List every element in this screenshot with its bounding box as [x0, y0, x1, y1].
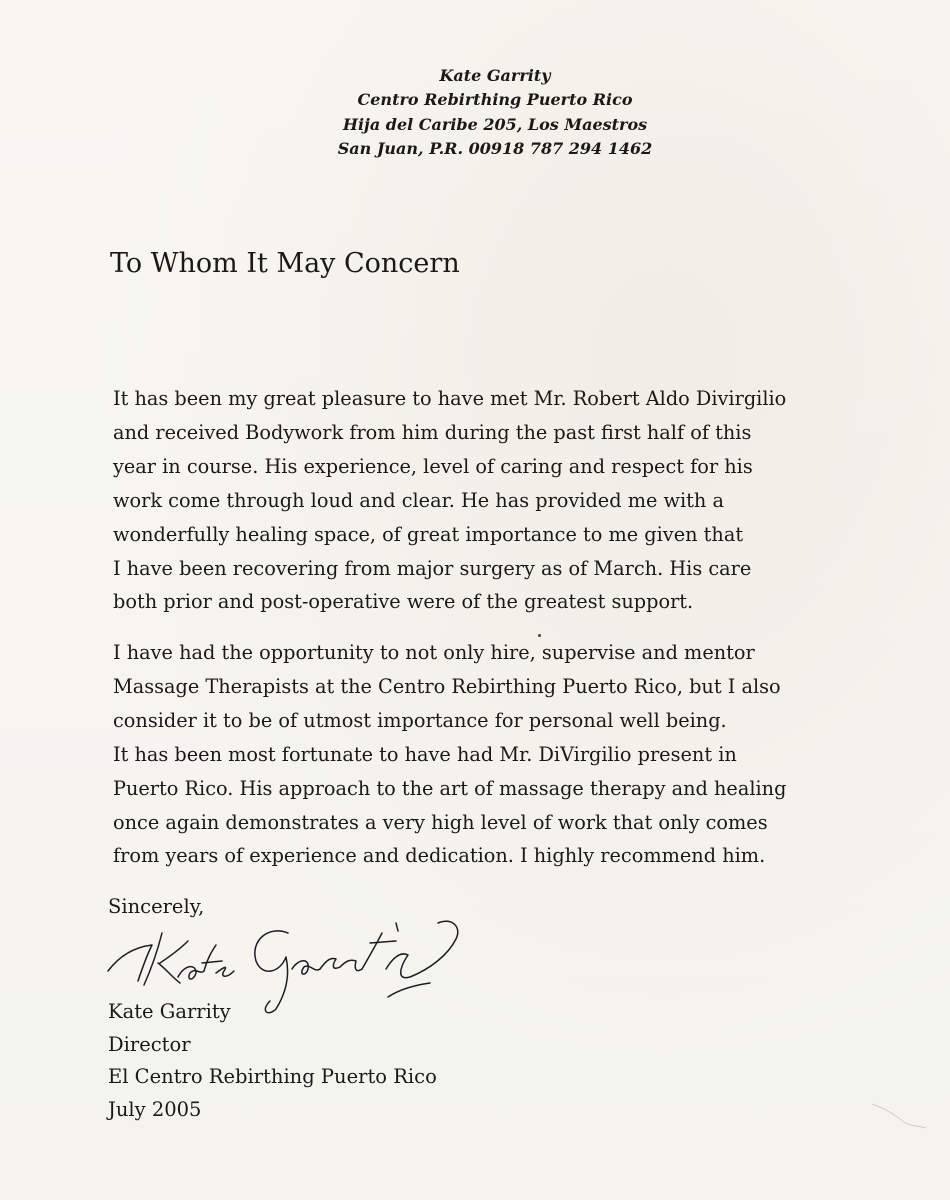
closing: Sincerely, — [108, 895, 205, 918]
letterhead-name: Kate Garrity — [439, 66, 551, 85]
paragraph-line: and received Bodywork from him during the past first half of this — [113, 420, 752, 444]
paragraph-line: I have had the opportunity to not only hire, supervise and mentor — [113, 641, 755, 664]
paragraph-line: work come through loud and clear. He has provided me with a — [113, 488, 724, 512]
paragraph-line: year in course. His experience, level of caring and respect for his — [113, 454, 753, 478]
signer-name: Kate Garrity — [108, 1000, 231, 1023]
paragraph-line: wonderfully healing space, of great importance to me given that — [113, 522, 744, 546]
salutation: To Whom It May Concern — [110, 248, 460, 279]
letter-date: July 2005 — [108, 1098, 202, 1122]
letterhead-address: Hija del Caribe 205, Los Maestros — [342, 114, 648, 134]
signer-block — [108, 996, 437, 1127]
paragraph-line: from years of experience and dedication. I highly recommend him. — [113, 844, 766, 868]
paragraph-line: I have been recovering from major surgery as of March. His care — [113, 556, 752, 580]
paragraph-line: consider it to be of utmost importance for personal well being. — [113, 708, 727, 732]
paper-fold-mark — [870, 1100, 930, 1130]
letterhead — [300, 64, 690, 161]
paragraph-line: Massage Therapists at the Centro Rebirthing Puerto Rico, but I also — [113, 674, 781, 698]
signer-title: Director — [108, 1032, 191, 1056]
letterhead-organization: Centro Rebirthing Puerto Rico — [357, 90, 633, 110]
signer-organization: El Centro Rebirthing Puerto Rico — [108, 1065, 437, 1089]
paragraph-line: Puerto Rico. His approach to the art of massage therapy and healing — [113, 776, 787, 800]
body-paragraph-1 — [113, 382, 873, 619]
paragraph-line: It has been most fortunate to have had Mr. DiVirgilio present in — [113, 742, 737, 766]
paragraph-line: once again demonstrates a very high level of work that only comes — [113, 810, 768, 834]
body-paragraph-2 — [113, 636, 873, 873]
ink-speck — [538, 634, 541, 637]
paragraph-line: both prior and post-operative were of the greatest support. — [113, 590, 694, 614]
paragraph-line: It has been my great pleasure to have met Mr. Robert Aldo Divirgilio — [113, 387, 787, 410]
letterhead-city-phone: San Juan, P.R. 00918 787 294 1462 — [337, 138, 653, 158]
